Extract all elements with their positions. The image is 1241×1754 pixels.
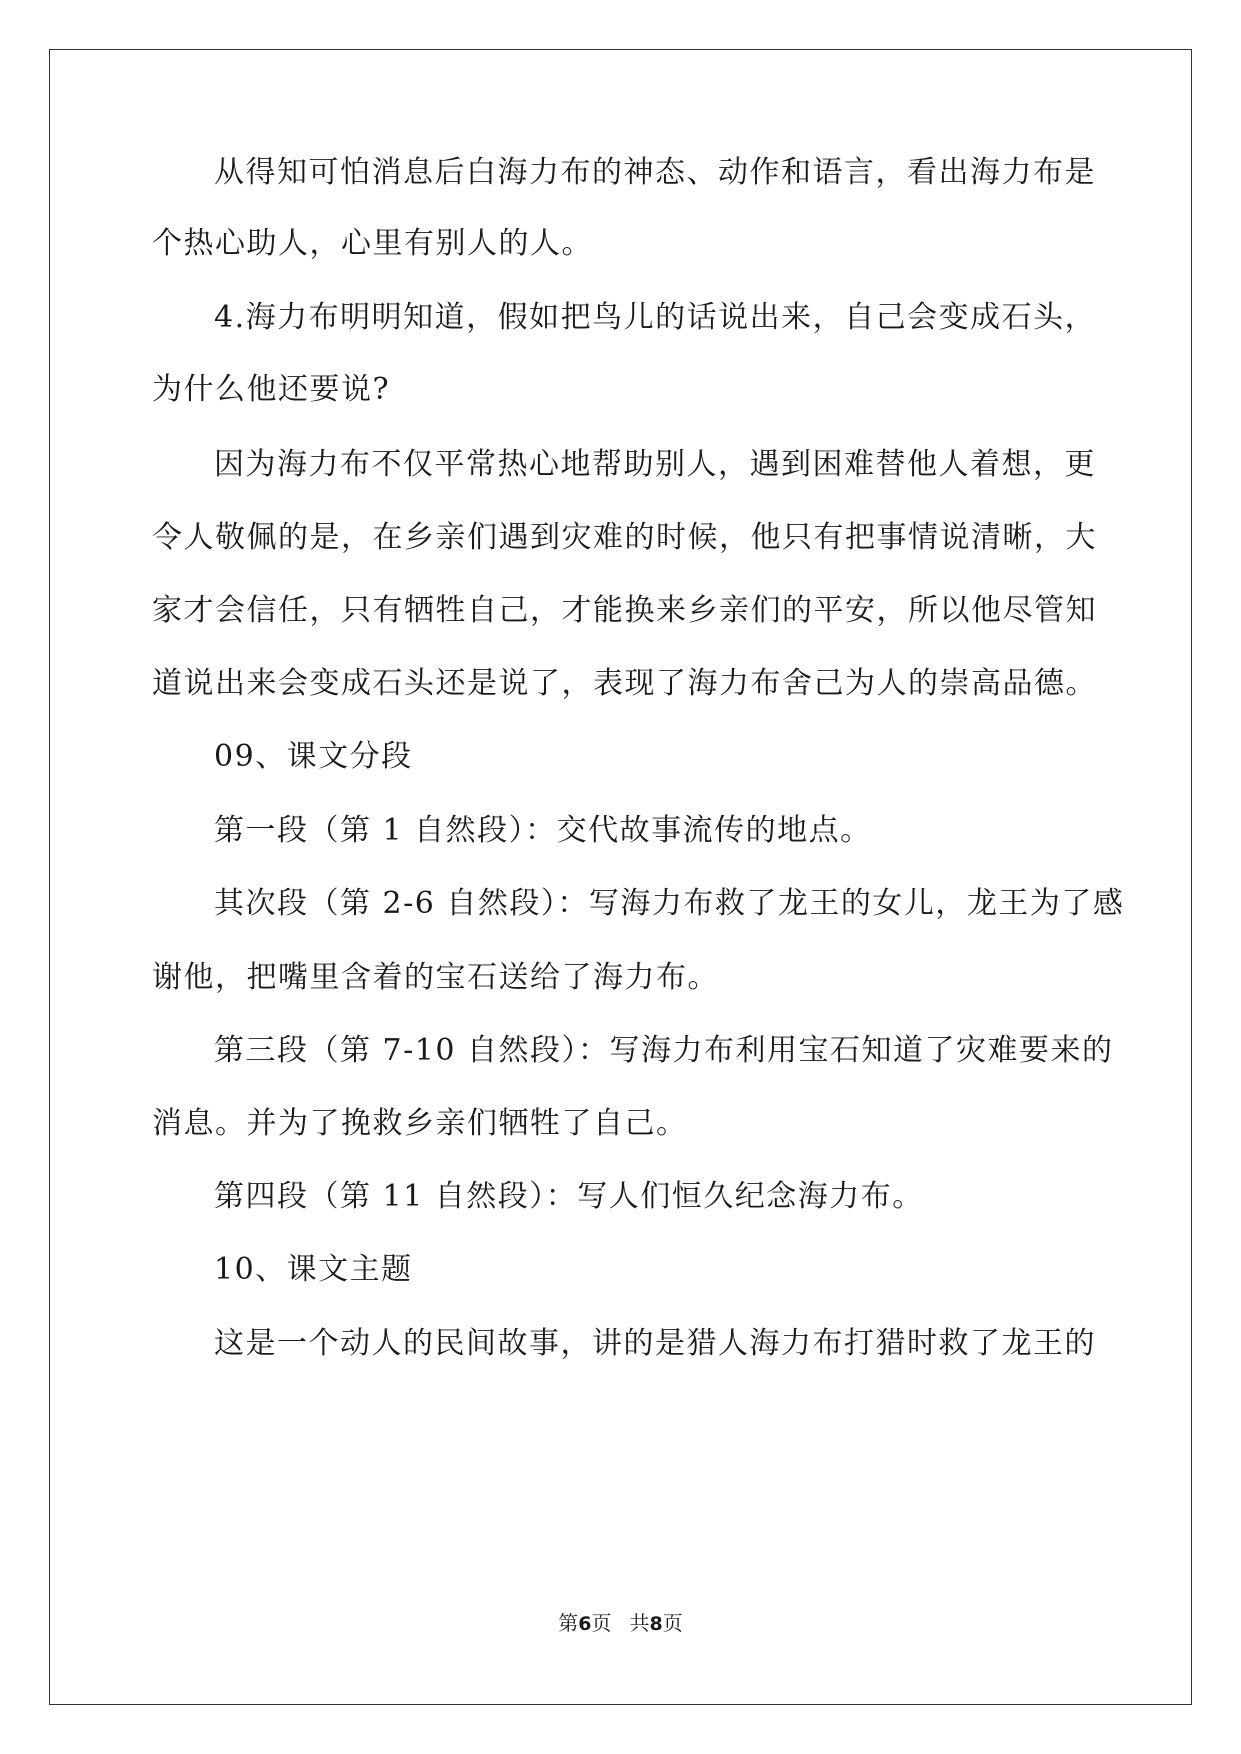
total-pages: 8	[649, 1613, 663, 1635]
paragraph-line: 道说出来会变成石头还是说了，表现了海力布舍己为人的崇高品德。	[152, 666, 1097, 701]
section-heading: 10、课文主题	[214, 1252, 413, 1287]
paragraph-line: 这是一个动人的民间故事，讲的是猎人海力布打猎时救了龙王的	[214, 1326, 1096, 1361]
paragraph-line: 家才会信任，只有牺牲自己，才能换来乡亲们的平安，所以他尽管知	[152, 593, 1097, 628]
page-prefix: 第	[558, 1611, 579, 1635]
page-number: 6	[578, 1613, 592, 1635]
paragraph-line: 消息。并为了挽救乡亲们牺牲了自己。	[152, 1106, 688, 1141]
page-footer	[0, 1610, 1241, 1637]
total-prefix: 共	[629, 1611, 650, 1635]
total-suffix: 页	[662, 1611, 683, 1635]
paragraph-line: 从得知可怕消息后白海力布的神态、动作和语言，看出海力布是	[214, 155, 1096, 190]
paragraph-line: 第三段（第 7-10 自然段）：写海力布利用宝石知道了灾难要来的	[214, 1033, 1114, 1068]
paragraph-line: 个热心助人，心里有别人的人。	[152, 226, 593, 261]
page-suffix: 页	[591, 1611, 612, 1635]
paragraph-line: 谢他，把嘴里含着的宝石送给了海力布。	[152, 960, 719, 995]
paragraph-line: 4.海力布明明知道，假如把鸟儿的话说出来，自己会变成石头，	[214, 300, 1097, 335]
paragraph-line: 因为海力布不仅平常热心地帮助别人，遇到困难替他人着想，更	[214, 447, 1096, 482]
paragraph-line: 其次段（第 2-6 自然段）：写海力布救了龙王的女儿，龙王为了感	[214, 886, 1125, 921]
paragraph-line: 第四段（第 11 自然段）：写人们恒久纪念海力布。	[214, 1179, 924, 1214]
paragraph-line: 为什么他还要说?	[152, 372, 391, 407]
paragraph-line: 令人敬佩的是，在乡亲们遇到灾难的时候，他只有把事情说清晰，大	[152, 520, 1097, 555]
section-heading: 09、课文分段	[214, 739, 413, 774]
paragraph-line: 第一段（第 1 自然段）：交代故事流传的地点。	[214, 813, 872, 848]
